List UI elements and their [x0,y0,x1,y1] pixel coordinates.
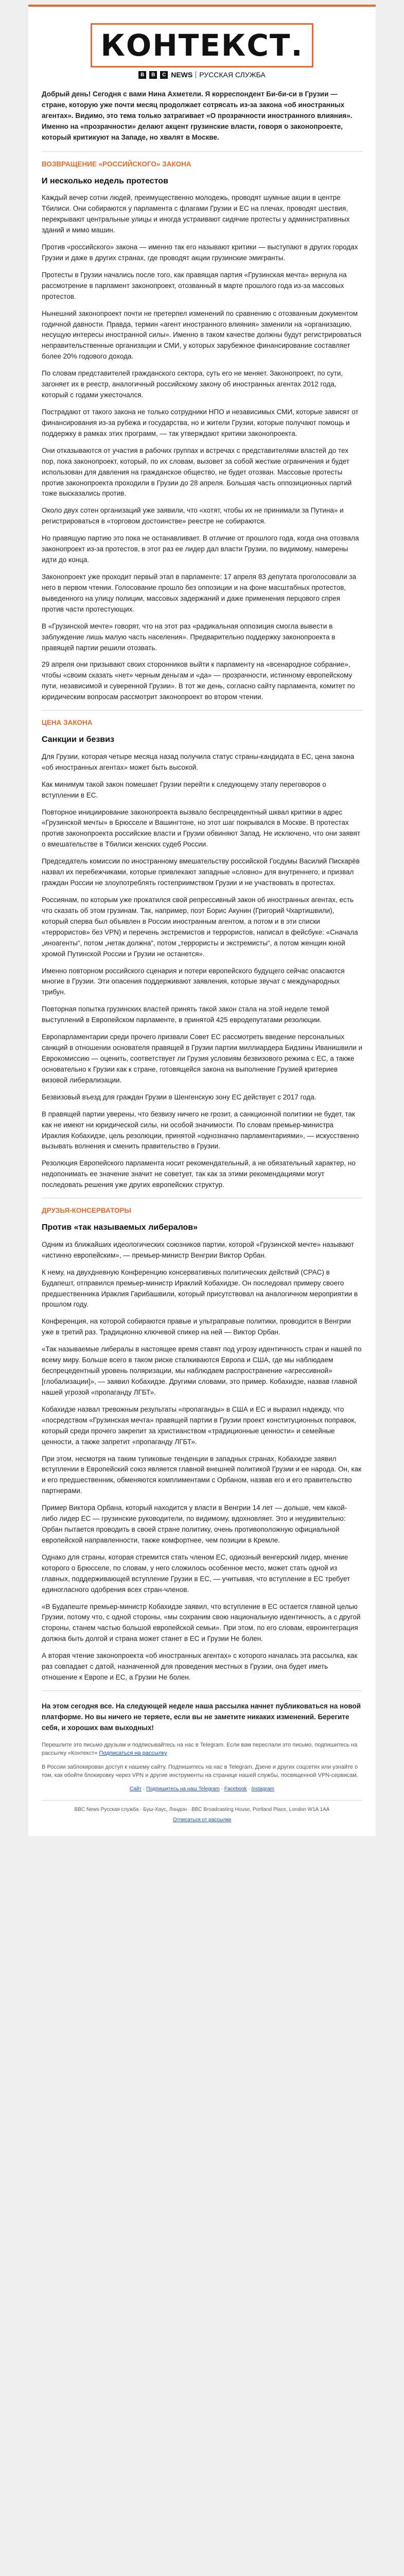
paragraph: Одним из ближайших идеологических союзников партии, которой «Грузинской мечте» называют «истинно европейским», — премьер-министр Венгрии Виктор Орбан. [42,1240,354,1259]
subscribe-link[interactable]: Подписаться на рассылку [99,1750,167,1757]
paragraph: Нынешний законопроект почти не претерпел изменений по сравнению с отозванным документом годичной давности. Правда, термин «агент иностранного влияния» заменили на «организацию, несущую интересы иностранной силы». Именно в таком качестве должны будут регистрироваться неправительственные организации и СМИ, у которых зарубежное финансирование составляет более 20% годового дохода. [42,309,362,361]
bbc-logo-block-2: B [149,71,157,79]
paragraph: К нему, на двухдневную Конференцию консервативных политических действий (CPAC) в Будапешт, отправился премьер-министр Ираклий Кобахидзе. Он последовал примеру своего предшественника Ираклия Гарибашвили, который присутствовал на аналогичном мероприятии в прошлом году. [42,1268,358,1309]
paragraph: При этом, несмотря на таким тупиковые тенденции в западных странах, Кобахидзе заявил вступлении в Европейский союз является главной внешней политикой Грузии и ее народа. Он, как и его предшественник, обменяются комплиментами с Орбаном, назвав его и его правительство партнерами. [42,1454,362,1495]
footer-link-telegram[interactable]: Подпишитесь на наш Telegram [146,1786,220,1792]
paragraph: Именно повторном российского сценария и потери европейского будущего сейчас опасаются многие в Грузии. Эти опасения поддерживают заявления, которые звучат с международных трибун. [42,967,345,996]
footer-link-site[interactable]: Сайт [130,1786,142,1792]
unsubscribe-row [42,1816,362,1824]
paragraph: Против «российского» закона — именно так его называют критики — выступают в других городах Грузии и даже в других странах, где проводят акции грузинские эмигранты. [42,243,358,262]
section-1 [42,159,362,703]
bbc-logo-block-1: B [138,71,146,79]
paragraph: «Так называемые либералы в настоящее время ставят под угрозу идентичность стран и нашей по всему миру. Больше всего в таком риске сталкиваются Европа и США, где мы наблюдаем беспрецедентный уровень поляризации, мы наблюдаем распространение «агрессивной» [глобализации]», — заявил Кобахидзе. Другими словами, это пример. Кобахидзе, назвав главной нашей угрозой «пропаганду ЛГБТ». [42,1345,362,1396]
paragraph: Протесты в Грузии начались после того, как правящая партия «Грузинская мечта» вернула на рассмотрение в парламент законопроект, отозванный в марте прошлого года из-за массовых протестов. [42,270,347,300]
newsletter-logo: КОНТЕКСТ. [100,28,304,63]
news-label: NEWS [171,71,193,79]
paragraph: В «Грузинской мечте» говорят, что на этот раз «радикальная оппозиция смогла вывести в заблуждение лишь малую часть населения». Предварительно поддержку законопроекта в правящей партии решили отозвать. [42,622,336,652]
paragraph: Кобахидзе назвал тревожным результаты «пропаганды» в США и ЕС и выразил надежду, что «посредством «Грузинская мечта» правящей партии в Грузии проект конституционных поправок, который среди прочего закрепит за христианством «традиционные ценности» и семейные ценности, а также запретит «пропаганду ЛГБТ». [42,1405,356,1446]
newsletter-card [28,5,376,1836]
unsubscribe-link[interactable]: Отписаться от рассылки [172,1817,232,1823]
paragraph: Пример Виктора Орбана, который находится у власти в Венгрии 14 лет — дольше, чем какой-либо лидер ЕС — грузинские руководители, по видимому, вдохновляет. Это и неудивительно: Орбан пытается проводить в своей стране политику, очень противоположную официальной европейской направленности, также комфортнее, чем позиции в Кремле. [42,1504,347,1544]
closing-message: На этом сегодня все. На следующей неделе наша рассылка начнет публиковаться на новой платформе. Но вы ничего не теряете, если вы не заметите никаких изменений. Берегите себя, и хороших вам выходных! [42,1702,361,1732]
lead-paragraph: Добрый день! Сегодня с вами Нина Ахметели. Я корреспондент Би-би-си в Грузии — стране, которую уже почти месяц продолжает сотрясать из-за закона «об иностранных агентах». Видимо, это тема только затрагивает «О прозрачности иностранного влияния». Именно на «прозрачности» делают акцент грузинские власти, говоря о законопроекте, который критикуют на Западе, но хвалят в Москве. [42,90,353,141]
section-label: ВОЗВРАЩЕНИЕ «РОССИЙСКОГО» ЗАКОНА [42,160,191,168]
paragraph: А вторая чтение законопроекта «об иностранных агентах» с которого началась эта рассылка, как раз совпадает с датой, назначенной для проведения местных в Грузии, она будет иметь отношение к Европе и ЕС, а Грузии Не болен. [42,1652,358,1682]
section-title: Санкции и безвиз [42,735,114,744]
footer-divider [42,1800,362,1801]
service-label: РУССКАЯ СЛУЖБА [199,71,266,79]
vpn-note: В России заблокирован доступ к нашему сайту. Подпишитесь на нас в Telegram, Дзене и других соцсетях или узнайте о том, как обойти блокировку через VPN и другие инструменты на странице нашей службы, посвященной VPN-сервисам. [42,1764,358,1779]
paragraph: Однако для страны, которая стремится стать членом ЕС, одиозный венгерский лидер, мнение которого о Брюсселе, по словам, у него сложилось особенное место, может стать одной из главных, поддерживающей вступление Грузии в ЕС, — учитывая, что вступление в ЕС требует единогласного одобрения всех стран-членов. [42,1553,350,1594]
paragraph: Председатель комиссии по иностранному вмешательству российской Госдумы Василий Пискарёв назвал их перебежчиками, которые привлекают западные «словно» для внутреннего, и призвал граждан России не злоупотреблять гостеприимством Грузии и не участвовать в протестах. [42,857,360,887]
section-title: И несколько недель протестов [42,176,168,185]
paragraph: Безвизовый въезд для граждан Грузии в Шенгенскую зону ЕС действует с 2017 года. [42,1093,317,1101]
paragraph: «В Будапеште премьер-министр Кобахидзе заявил, что вступление в ЕС остается главной целью Грузии, потому что, с одной стороны, «мы сохраним свою национальную идентичность, а с другой стороны, станем частью большой европейской семьи». При этом, по его словам, евроинтеграция должна быть долгой и страна может станет в ЕС и Грузии Не болен. [42,1602,361,1643]
copyright: BBC News Русская служба · Буш-Хаус, Лондон · BBC Broadcasting House, Portland Place, London W1A 1AA [74,1807,330,1813]
section-label: ЦЕНА ЗАКОНА [42,719,93,727]
paragraph: Для Грузии, которая четыре месяца назад получила статус страны-кандидата в ЕС, цена закона «об иностранных агентах» может быть высокой. [42,752,355,771]
paragraph: По словам представителей гражданского сектора, суть его не меняет. Законопроект, по сути, загоняет их в реестр, аналогичный российскому закону об иностранных агентах 2012 года, который с годами ужесточался. [42,369,343,399]
paragraph: Но правящую партию это пока не останавливает. В отличие от прошлого года, когда она отозвала законопроект из-за протестов, в этот раз ее лидер дал власти Грузии, по видимому, намерены идти до конца. [42,534,359,564]
paragraph: В правящей партии уверены, что безвизу ничего не грозит, а санкционной политики не будет, так как не имеют ни юридической силы, ни особой значимости. По словам премьер-министра Ираклия Кобахидзе, цель резолюции, принятой «однозначно парламентариями», — искусственно вызывать волнения и сменить правительство в Грузии. [42,1110,359,1150]
brand-row [28,71,376,79]
footer-links: Сайт · Подпишитесь на наш Telegram · Facebook · Instagram [130,1786,274,1792]
divider [42,151,362,152]
footer-link-instagram[interactable]: Instagram [251,1786,274,1792]
newsletter-content [28,89,376,1836]
paragraph: 29 апреля они призывают своих сторонников выйти к парламенту на «всенародное собрание», чтобы «своим сказать «нет» черным деньгам и «да» — прозрачности, истинному европейскому пути, независимой и суверенной Грузии». В тот же день, согласно сайту парламента, комитет по юридическим вопросам рассмотрит законопроект во втором чтении. [42,660,355,701]
paragraph: Как минимум такой закон помешает Грузии перейти к следующему этапу переговоров о вступлении в ЕС. [42,780,326,799]
section-3 [42,1206,362,1683]
masthead [28,20,376,89]
subscribe-note-text: Перешлите это письмо друзьям и подписывайтесь на нас в Telegram. Если вам переслали это письмо, подпишитесь на рассылку «Контекст» [42,1741,358,1757]
paragraph: Они отказываются от участия в рабочих группах и встречах с представителями властей до тех пор, пока законопроект, который, по их словам, вызовет за собой жесткие ограничения и будет использован для давления на гражданское общество, не будет отозван. Массовые протесты против законопроекта проходили в Грузии до 28 апреля. Большая часть оппозиционных партий тоже высказались против. [42,446,352,498]
paragraph: Каждый вечер сотни людей, преимущественно молодежь, проводят шумные акции в центре Тбилиси. Они собираются у парламента с флагами Грузии и ЕС на плечах, проводят шествия, перекрывают центральные улицы и иногда устраивают сидячие протесты у административных зданий и мимо машин. [42,194,350,234]
paragraph: Пострадают от такого закона не только сотрудники НПО и независимых СМИ, которые зависят от финансирования из-за рубежа и государства, но и жители Грузии, которые получают помощь и поддержку в рамках этих программ, — так утверждают критики законопроекта. [42,408,359,437]
section-title: Против «так называемых либералов» [42,1223,198,1232]
paragraph: Россиянам, по которым уже прокатился свой репрессивный закон об иностранных агентах, есть что сказать об этом грузинам. Так, например, поэт Борис Акунин (Григорий Чхартишвили), который сперва был объявлен в России иностранным агентом, а потом и в эти списки «террористов» без VPN) и перечень экстремистов и террористов, написал в фейсбуке: «Сначала „иноагенты“, потом „нетак должна“, потом „террористы и экстремисты“, а потом женщин юной хромой Путинской России и Грузии не останется». [42,895,358,958]
paragraph: Европарламентарии среди прочего призвали Совет ЕС рассмотреть введение персональных санкций в отношении основателя правящей в Грузии партии миллиардера Бидзины Иванишвили и Еврокомиссию — оценить, соответствует ли Грузия условиям безвизового режима с ЕС, а также основательно к Грузии как к стране, готовящейся закона на выполнение Грузией критериев визовой либерализации. [42,1033,363,1084]
subscribe-note [42,1741,362,1758]
divider [42,1690,362,1691]
logo-frame [91,23,313,67]
paragraph: Около двух сотен организаций уже заявили, что «хотят, чтобы их не принимали за Путина» и регистрироваться в «торговом достоинстве» реестре не собираются. [42,506,344,526]
bbc-logo-block-3: C [160,71,168,79]
section-label: ДРУЗЬЯ-КОНСЕРВАТОРЫ [42,1207,131,1215]
paragraph: Законопроект уже проходит первый этап в парламенте: 17 апреля 83 депутата проголосовали за него в первом чтении. Голосование прошло без оппозиции и на фоне масштабных протестов, выведенного на улицу полиции, массовых задержаний и даже применения перцового спрея против части протестующих. [42,572,357,613]
paragraph: Резолюция Европейского парламента носит рекомендательный, а не обязательный характер, но недопонимать ее значение значит не советует, так как за этими рекомендациями могут последовать решения уже других европейских структур. [42,1159,356,1189]
paragraph: Повторное инициирование законопроекта вызвало беспрецедентный шквал критики в адрес «Грузинской мечты» в Брюсселе и Вашингтоне, но этот шаг покрывался в Москве. В протестах против законопроекта российские власти и Грузии обвиняют Запад. Не исключено, что они заявят о вмешательстве в Тбилиси женских судеб России. [42,808,361,849]
footer-link-facebook[interactable]: Facebook [224,1786,247,1792]
paragraph: Конференция, на которой собираются правые и ультраправые политики, проводится в Венгрии уже в третий раз. Традиционно ключевой спикер на ней — Виктор Орбан. [42,1317,351,1336]
section-2 [42,718,362,1191]
paragraph: Повторная попытка грузинских властей принять такой закон стала на этой неделе темой выступлений в Европейском парламенте, в принятой 425 евродепутатами резолюции. [42,1005,329,1024]
top-spacer [28,7,376,20]
